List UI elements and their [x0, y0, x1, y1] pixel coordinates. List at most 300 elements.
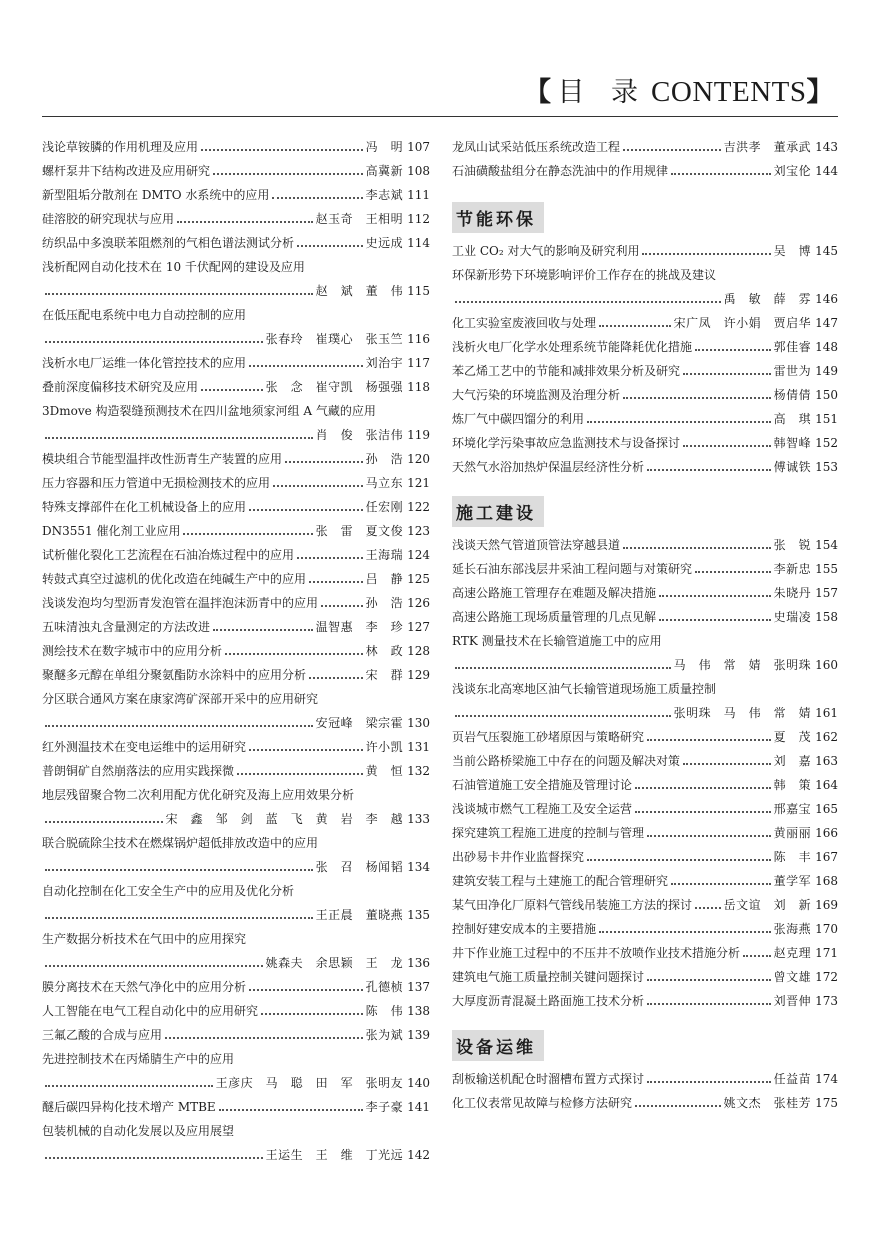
toc-entry[interactable]	[42, 226, 430, 250]
toc-entry[interactable]	[452, 552, 838, 576]
toc-entry[interactable]	[42, 610, 430, 634]
dot-leader	[623, 148, 721, 151]
entry-authors: 马立东	[365, 476, 404, 490]
dot-leader	[642, 252, 770, 255]
toc-entry[interactable]	[42, 418, 430, 442]
dot-leader	[45, 820, 163, 823]
dot-leader	[225, 652, 363, 655]
dot-leader	[647, 1002, 771, 1005]
toc-entry[interactable]	[42, 1114, 430, 1138]
toc-entry[interactable]	[452, 450, 838, 474]
entry-title: 螺杆泵井下结构改进及应用研究	[42, 164, 211, 178]
entry-title: 石油管道施工安全措施及管理讨论	[452, 778, 633, 792]
entry-authors: 吉洪孝 董承武	[723, 140, 812, 154]
entry-authors: 王正晨 董晓燕	[315, 908, 404, 922]
toc-entry[interactable]	[452, 720, 838, 744]
dot-leader	[249, 508, 363, 511]
toc-entry[interactable]	[42, 1090, 430, 1114]
toc-entry[interactable]	[42, 802, 430, 826]
entry-title: 在低压配电系统中电力自动控制的应用	[42, 308, 247, 322]
entry-authors: 宋 群	[365, 668, 404, 682]
toc-entry[interactable]	[452, 744, 838, 768]
entry-page: 172	[815, 970, 838, 984]
dot-leader	[309, 676, 363, 679]
entry-authors: 韩智峰	[773, 436, 812, 450]
entry-page: 127	[407, 620, 430, 634]
toc-entry[interactable]	[452, 378, 838, 402]
dot-leader	[659, 618, 771, 621]
entry-title: 分区联合通风方案在康家湾矿深部开采中的应用研究	[42, 692, 319, 706]
entry-title: 人工智能在电气工程自动化中的应用研究	[42, 1004, 259, 1018]
entry-title: 五味清浊丸含量测定的方法改进	[42, 620, 211, 634]
entry-page: 143	[815, 140, 838, 154]
toc-entry[interactable]	[42, 994, 430, 1018]
toc-entry[interactable]	[452, 282, 838, 306]
entry-title: 试析催化裂化工艺流程在石油冶炼过程中的应用	[42, 548, 295, 562]
toc-entry[interactable]	[452, 768, 838, 792]
section-title: 施工建设	[452, 496, 544, 527]
entry-page: 121	[407, 476, 430, 490]
entry-page: 120	[407, 452, 430, 466]
dot-leader	[45, 724, 313, 727]
toc-entry[interactable]	[452, 624, 838, 648]
entry-title: 特殊支撑部件在化工机械设备上的应用	[42, 500, 247, 514]
entry-title: 当前公路桥梁施工中存在的问题及解决对策	[452, 754, 681, 768]
entry-page: 151	[815, 412, 838, 426]
toc-entry[interactable]	[452, 816, 838, 840]
entry-authors: 陈 丰	[773, 850, 812, 864]
entry-page: 158	[815, 610, 838, 624]
entry-page: 170	[815, 922, 838, 936]
toc-entry[interactable]	[42, 346, 430, 370]
entry-authors: 朱晓丹	[773, 586, 812, 600]
entry-authors: 李子豪	[365, 1100, 404, 1114]
entry-authors: 史瑞凌	[773, 610, 812, 624]
toc-entry[interactable]	[452, 1086, 838, 1110]
entry-authors: 禹 敏 薛 雰	[723, 292, 812, 306]
entry-authors: 张 召 杨闻韬	[315, 860, 404, 874]
toc-entry[interactable]	[452, 888, 838, 912]
dot-leader	[272, 196, 362, 199]
dot-leader	[45, 916, 313, 919]
toc-entry[interactable]	[42, 706, 430, 730]
dot-leader	[165, 1036, 363, 1039]
dot-leader	[177, 220, 313, 223]
entry-authors: 宋广凤 许小娟 贾启华	[673, 316, 812, 330]
toc-entry[interactable]	[42, 970, 430, 994]
toc-entry[interactable]	[42, 1042, 430, 1066]
toc-entry[interactable]	[42, 394, 430, 418]
entry-title: 苯乙烯工艺中的节能和减排效果分析及研究	[452, 364, 681, 378]
entry-page: 161	[815, 706, 838, 720]
toc-entry[interactable]	[452, 912, 838, 936]
toc-entry[interactable]	[42, 322, 430, 346]
entry-authors: 杨倩倩	[773, 388, 812, 402]
entry-page: 122	[407, 500, 430, 514]
entry-authors: 许小凯	[365, 740, 404, 754]
toc-entry[interactable]	[452, 354, 838, 378]
entry-authors: 任益苗	[773, 1072, 812, 1086]
section-title: 节能环保	[452, 202, 544, 233]
entry-authors: 张海燕	[773, 922, 812, 936]
toc-entry[interactable]	[452, 648, 838, 672]
dot-leader	[695, 570, 771, 573]
entry-authors: 孔德桢	[365, 980, 404, 994]
dot-leader	[45, 964, 263, 967]
toc-entry[interactable]	[42, 946, 430, 970]
toc-entry[interactable]	[452, 258, 838, 282]
dot-leader	[297, 244, 363, 247]
section-header	[452, 1018, 838, 1062]
entry-page: 168	[815, 874, 838, 888]
dot-leader	[201, 388, 263, 391]
entry-title: 建筑安装工程与土建施工的配合管理研究	[452, 874, 669, 888]
toc-entry[interactable]	[452, 1062, 838, 1086]
toc-entry[interactable]	[42, 562, 430, 586]
entry-authors: 刘治宇	[365, 356, 404, 370]
entry-title: DN3551 催化剂工业应用	[42, 524, 181, 538]
toc-entry[interactable]	[452, 600, 838, 624]
entry-authors: 肖 俊 张洁伟	[315, 428, 404, 442]
entry-title: 浅谈东北高寒地区油气长输管道现场施工质量控制	[452, 682, 717, 696]
entry-page: 135	[407, 908, 430, 922]
entry-page: 163	[815, 754, 838, 768]
entry-authors: 温智惠 李 珍	[315, 620, 404, 634]
toc-entry[interactable]	[42, 274, 430, 298]
entry-authors: 郭佳睿	[773, 340, 812, 354]
dot-leader	[671, 172, 771, 175]
dot-leader	[659, 594, 771, 597]
dot-leader	[249, 748, 363, 751]
entry-authors: 张明珠 马 伟 常 婧	[673, 706, 812, 720]
entry-page: 149	[815, 364, 838, 378]
entry-title: 浅析火电厂化学水处理系统节能降耗优化措施	[452, 340, 693, 354]
entry-title: RTK 测量技术在长输管道施工中的应用	[452, 634, 662, 648]
entry-title: 3Dmove 构造裂缝预测技术在四川盆地须家河组 A 气藏的应用	[42, 404, 376, 418]
dot-leader	[309, 580, 363, 583]
entry-page: 173	[815, 994, 838, 1008]
entry-page: 131	[407, 740, 430, 754]
entry-title: 模块组合节能型温拌改性沥青生产装置的应用	[42, 452, 283, 466]
entry-title: 压力容器和压力管道中无损检测技术的应用	[42, 476, 271, 490]
entry-title: 测绘技术在数字城市中的应用分析	[42, 644, 223, 658]
entry-authors: 董学军	[773, 874, 812, 888]
entry-title: 生产数据分析技术在气田中的应用探究	[42, 932, 247, 946]
entry-authors: 李志斌	[365, 188, 404, 202]
entry-page: 108	[407, 164, 430, 178]
toc-entry[interactable]	[42, 1018, 430, 1042]
entry-authors: 安冠峰 梁宗霍	[315, 716, 404, 730]
entry-page: 162	[815, 730, 838, 744]
entry-authors: 韩 策	[773, 778, 812, 792]
toc-entry[interactable]	[42, 466, 430, 490]
toc-entry[interactable]	[452, 426, 838, 450]
dot-leader	[201, 148, 363, 151]
entry-authors: 高 琪	[773, 412, 812, 426]
entry-page: 128	[407, 644, 430, 658]
entry-title: 建筑电气施工质量控制关键问题探讨	[452, 970, 645, 984]
entry-title: 地层残留聚合物二次利用配方优化研究及海上应用效果分析	[42, 788, 355, 802]
dot-leader	[695, 906, 721, 909]
entry-page: 169	[815, 898, 838, 912]
entry-page: 144	[815, 164, 838, 178]
dot-leader	[213, 172, 363, 175]
entry-page: 167	[815, 850, 838, 864]
entry-authors: 刘宝伦	[773, 164, 812, 178]
dot-leader	[671, 882, 771, 885]
entry-authors: 宋 鑫 邹 剑 蓝 飞 黄 岩 李 越	[165, 812, 404, 826]
entry-page: 115	[407, 284, 430, 298]
dot-leader	[45, 1084, 213, 1087]
entry-page: 118	[407, 380, 430, 394]
section-header	[452, 484, 838, 528]
entry-title: 包装机械的自动化发展以及应用展望	[42, 1124, 235, 1138]
entry-page: 125	[407, 572, 430, 586]
toc-entry[interactable]	[42, 1066, 430, 1090]
toc-entry[interactable]	[452, 936, 838, 960]
entry-title: 石油磺酸盐组分在静态洗油中的作用规律	[452, 164, 669, 178]
toc-entry[interactable]	[452, 402, 838, 426]
entry-page: 157	[815, 586, 838, 600]
entry-authors: 马 伟 常 婧 张明珠	[673, 658, 812, 672]
entry-page: 147	[815, 316, 838, 330]
toc-entry[interactable]	[42, 538, 430, 562]
entry-title: 自动化控制在化工安全生产中的应用及优化分析	[42, 884, 295, 898]
entry-title: 某气田净化厂原料气管线吊装施工方法的探讨	[452, 898, 693, 912]
entry-title: 控制好建安成本的主要措施	[452, 922, 597, 936]
entry-title: 刮板输送机配仓时溜槽布置方式探讨	[452, 1072, 645, 1086]
entry-title: 浅析配网自动化技术在 10 千伏配网的建设及应用	[42, 260, 305, 274]
toc-entry[interactable]	[42, 634, 430, 658]
entry-title: 环境化学污染事故应急监测技术与设备探讨	[452, 436, 681, 450]
entry-page: 126	[407, 596, 430, 610]
entry-authors: 陈 伟	[365, 1004, 404, 1018]
toc-entry[interactable]	[452, 306, 838, 330]
toc-entry[interactable]	[452, 672, 838, 696]
entry-authors: 刘晋伸	[773, 994, 812, 1008]
toc-entry[interactable]	[42, 682, 430, 706]
toc-entry[interactable]	[42, 898, 430, 922]
toc-entry[interactable]	[42, 442, 430, 466]
entry-authors: 孙 浩	[365, 596, 404, 610]
entry-authors: 李新忠	[773, 562, 812, 576]
dot-leader	[599, 324, 671, 327]
toc-entry[interactable]	[452, 330, 838, 354]
dot-leader	[237, 772, 363, 775]
section-header	[452, 190, 838, 234]
dot-leader	[45, 340, 263, 343]
entry-authors: 王彦庆 马 聪 田 军 张明友	[215, 1076, 404, 1090]
entry-page: 124	[407, 548, 430, 562]
entry-title: 化工实验室废液回收与处理	[452, 316, 597, 330]
entry-page: 133	[407, 812, 430, 826]
dot-leader	[683, 444, 771, 447]
entry-authors: 张春玲 崔璞心 张玉竺	[265, 332, 404, 346]
dot-leader	[285, 460, 363, 463]
entry-page: 166	[815, 826, 838, 840]
toc-entry[interactable]	[42, 658, 430, 682]
entry-authors: 夏 茂	[773, 730, 812, 744]
entry-title: 聚醚多元醇在单组分聚氨酯防水涂料中的应用分析	[42, 668, 307, 682]
entry-title: 龙凤山试采站低压系统改造工程	[452, 140, 621, 154]
entry-title: 浅析水电厂运维一体化管控技术的应用	[42, 356, 247, 370]
toc-entry[interactable]	[42, 202, 430, 226]
entry-title: 三氟乙酸的合成与应用	[42, 1028, 163, 1042]
toc-entry[interactable]	[452, 154, 838, 178]
entry-title: 页岩气压裂施工砂堵原因与策略研究	[452, 730, 645, 744]
entry-page: 116	[407, 332, 430, 346]
entry-page: 129	[407, 668, 430, 682]
entry-authors: 岳文谊 刘 新	[723, 898, 812, 912]
dot-leader	[647, 834, 771, 837]
toc-entry[interactable]	[42, 586, 430, 610]
entry-title: 工业 CO₂ 对大气的影响及研究利用	[452, 244, 640, 258]
toc-entry[interactable]	[452, 984, 838, 1008]
dot-leader	[249, 988, 363, 991]
dot-leader	[647, 738, 771, 741]
entry-page: 150	[815, 388, 838, 402]
entry-page: 155	[815, 562, 838, 576]
dot-leader	[219, 1108, 363, 1111]
entry-page: 137	[407, 980, 430, 994]
entry-authors: 高冀新	[365, 164, 404, 178]
entry-title: 出砂易卡井作业监督探究	[452, 850, 585, 864]
dot-leader	[743, 954, 771, 957]
entry-title: 新型阻垢分散剂在 DMTO 水系统中的应用	[42, 188, 270, 202]
toc-entry[interactable]	[452, 576, 838, 600]
entry-authors: 任宏刚	[365, 500, 404, 514]
dot-leader	[683, 372, 771, 375]
entry-page: 148	[815, 340, 838, 354]
entry-page: 141	[407, 1100, 430, 1114]
entry-title: 红外测温技术在变电运维中的运用研究	[42, 740, 247, 754]
entry-title: 高速公路施工管理存在难题及解决措施	[452, 586, 657, 600]
entry-title: 炼厂气中碳四馏分的利用	[452, 412, 585, 426]
toc-entry[interactable]	[42, 490, 430, 514]
entry-title: 硅溶胶的研究现状与应用	[42, 212, 175, 226]
left-column	[42, 130, 430, 1162]
toc-entry[interactable]	[42, 922, 430, 946]
dot-leader	[623, 546, 771, 549]
entry-authors: 张 雷 夏文俊	[315, 524, 404, 538]
dot-leader	[683, 762, 771, 765]
entry-authors: 刘 嘉	[773, 754, 812, 768]
dot-leader	[321, 604, 363, 607]
entry-page: 152	[815, 436, 838, 450]
toc-entry[interactable]	[42, 514, 430, 538]
dot-leader	[45, 292, 313, 295]
dot-leader	[455, 666, 671, 669]
entry-title: 大气污染的环境监测及治理分析	[452, 388, 621, 402]
entry-title: 浅谈城市燃气工程施工及安全运营	[452, 802, 633, 816]
entry-page: 175	[815, 1096, 838, 1110]
toc-entry[interactable]	[452, 234, 838, 258]
toc-entry[interactable]	[42, 850, 430, 874]
toc-entry[interactable]	[42, 178, 430, 202]
dot-leader	[587, 858, 771, 861]
toc-entry[interactable]	[452, 960, 838, 984]
contents-heading	[524, 70, 834, 109]
entry-authors: 黄 恒	[365, 764, 404, 778]
entry-page: 123	[407, 524, 430, 538]
entry-authors: 孙 浩	[365, 452, 404, 466]
entry-title: 天然气水浴加热炉保温层经济性分析	[452, 460, 645, 474]
toc-entry[interactable]	[452, 864, 838, 888]
entry-page: 112	[407, 212, 430, 226]
toc-entry[interactable]	[42, 1138, 430, 1162]
toc-entry[interactable]	[452, 528, 838, 552]
dot-leader	[599, 930, 771, 933]
entry-page: 165	[815, 802, 838, 816]
dot-leader	[647, 1080, 771, 1083]
entry-title: 高速公路施工现场质量管理的几点见解	[452, 610, 657, 624]
entry-authors: 傅诚铁	[773, 460, 812, 474]
entry-page: 164	[815, 778, 838, 792]
toc-entry[interactable]	[452, 840, 838, 864]
entry-authors: 王运生 王 维 丁光远	[265, 1148, 404, 1162]
toc-entry[interactable]	[452, 792, 838, 816]
entry-page: 134	[407, 860, 430, 874]
entry-authors: 吕 静	[365, 572, 404, 586]
toc-entry[interactable]	[42, 154, 430, 178]
heading-en: CONTENTS	[651, 76, 807, 108]
entry-title: 醚后碳四异构化技术增产 MTBE	[42, 1100, 216, 1114]
entry-authors: 张 锐	[773, 538, 812, 552]
entry-page: 130	[407, 716, 430, 730]
toc-entry[interactable]	[452, 130, 838, 154]
entry-title: 先进控制技术在丙烯腈生产中的应用	[42, 1052, 235, 1066]
dot-leader	[695, 348, 771, 351]
entry-page: 138	[407, 1004, 430, 1018]
toc-entry[interactable]	[42, 298, 430, 322]
toc-entry[interactable]	[42, 778, 430, 802]
toc-entry[interactable]	[42, 874, 430, 898]
entry-authors: 王海瑞	[365, 548, 404, 562]
entry-title: 延长石油东部浅层井采油工程问题与对策研究	[452, 562, 693, 576]
dot-leader	[647, 468, 771, 471]
entry-title: 普朗铜矿自然崩落法的应用实践探微	[42, 764, 235, 778]
entry-page: 171	[815, 946, 838, 960]
dot-leader	[647, 978, 771, 981]
toc-entry[interactable]	[452, 696, 838, 720]
toc-entry[interactable]	[42, 754, 430, 778]
entry-page: 107	[407, 140, 430, 154]
toc-entry[interactable]	[42, 250, 430, 274]
dot-leader	[45, 436, 313, 439]
entry-authors: 张为斌	[365, 1028, 404, 1042]
dot-leader	[45, 868, 313, 871]
toc-entry[interactable]	[42, 826, 430, 850]
entry-authors: 冯 明	[365, 140, 404, 154]
toc-entry[interactable]	[42, 130, 430, 154]
entry-authors: 曾文雄	[773, 970, 812, 984]
entry-page: 117	[407, 356, 430, 370]
dot-leader	[297, 556, 363, 559]
dot-leader	[183, 532, 312, 535]
dot-leader	[261, 1012, 363, 1015]
entry-title: 浅谈发泡均匀型沥青发泡管在温拌泡沫沥青中的应用	[42, 596, 319, 610]
toc-entry[interactable]	[42, 730, 430, 754]
entry-page: 142	[407, 1148, 430, 1162]
entry-authors: 黄丽丽	[773, 826, 812, 840]
entry-authors: 姚文杰 张桂芳	[723, 1096, 812, 1110]
entry-page: 174	[815, 1072, 838, 1086]
entry-title: 环保新形势下环境影响评价工作存在的挑战及建议	[452, 268, 717, 282]
dot-leader	[635, 1104, 721, 1107]
section-title: 设备运维	[452, 1030, 544, 1061]
entry-authors: 林 政	[365, 644, 404, 658]
toc-entry[interactable]	[42, 370, 430, 394]
